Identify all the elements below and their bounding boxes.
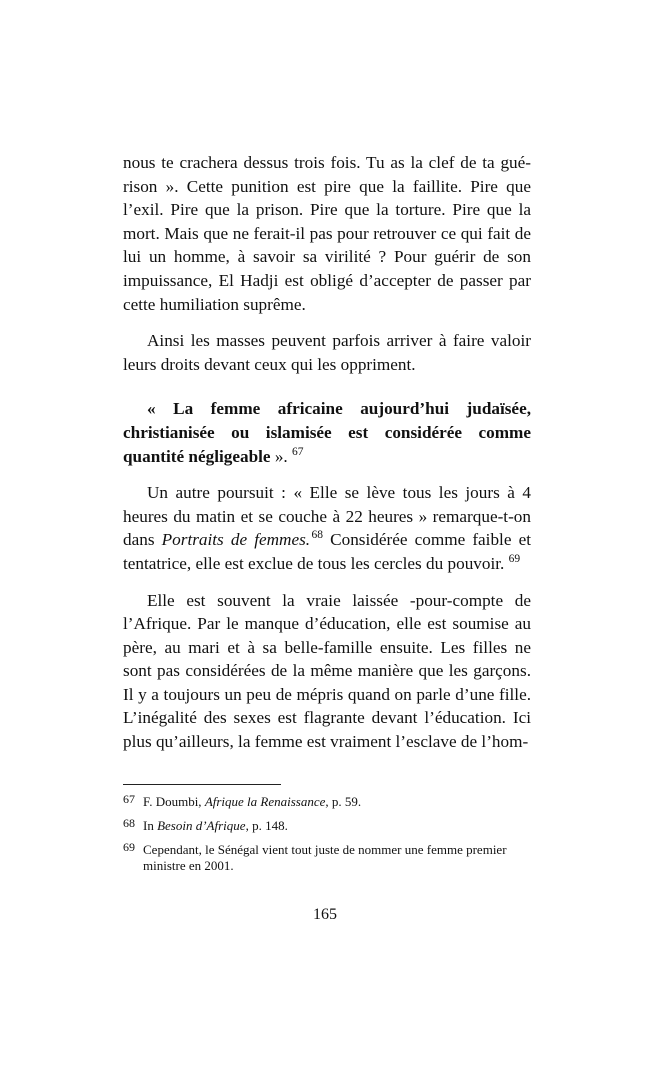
page-number: 165	[313, 906, 337, 923]
footnote-prefix: In	[143, 818, 158, 833]
book-title: Portraits de femmes.	[161, 530, 311, 550]
footnote-page: , p. 148.	[245, 818, 288, 833]
footnote-author: F. Doumbi,	[143, 794, 205, 809]
footnote-ref-68: 68	[311, 529, 324, 542]
paragraph-1: nous te crachera dessus trois fois. Tu as la clef de ta gué-rison ». Cette punition est pire que la faillite. Pire que l’exil. Pire que la prison. Pire que la torture. Pire que la mort. Mais que ne ferait-il pas pour retrouver ce qui fait de lui un homme, à savoir sa virilité ? Pour guérir de son impuissance, El Hadji est obligé d’accepter de passer par cette humiliation suprême.	[123, 153, 531, 314]
footnote-number: 68	[123, 816, 135, 830]
footnote-page: , p. 59.	[325, 794, 362, 809]
footnote-title: Afrique la Renaissance	[204, 794, 326, 809]
footnote-text	[143, 818, 531, 834]
footnote-text: Cependant, le Sénégal vient tout juste de nommer une femme premier ministre en 2001.	[143, 842, 507, 873]
footnote-number: 69	[123, 840, 135, 854]
footnote-text	[143, 794, 531, 810]
paragraph-4-part1: Un autre poursuit : « Elle se lève tous les jours à 4 heures du matin et se couche à 22 heures » remarque-t-on dans	[123, 483, 531, 550]
footnote-69	[123, 842, 531, 874]
quote-closing: ».	[270, 446, 293, 466]
footnote-ref-67: 67	[292, 445, 304, 458]
paragraph-4-part2: Considérée comme faible et tentatrice, elle est exclue de tous les cercles du pouvoir.	[123, 530, 531, 573]
footnotes	[123, 794, 531, 882]
footnote-separator	[123, 784, 281, 785]
footnote-67	[123, 794, 531, 810]
paragraph-4	[123, 481, 531, 575]
footnote-68	[123, 818, 531, 834]
quote-paragraph	[123, 397, 531, 468]
paragraph-2: Ainsi les masses peuvent parfois arriver à faire valoir leurs droits devant ceux qui les oppriment.	[123, 331, 531, 374]
main-text	[123, 151, 531, 754]
quote-bold-text: « La femme africaine aujourd’hui judaïsée, christianisée ou islamisée est considérée comme quantité négligeable	[123, 399, 531, 466]
paragraph-5: Elle est souvent la vraie laissée -pour-compte de l’Afrique. Par le manque d’éducation, elle est soumise au père, au mari et à sa belle-famille ensuite. Les filles ne sont pas considérées de la même manière que les garçons. Il y a toujours un peu de mépris quand on parle d’une fille. L’inégalité des sexes est flagrante devant l’éducation. Ici plus qu’ailleurs, la femme est vraiment l’esclave de l’hom-	[123, 590, 531, 752]
footnote-title: Besoin d’Afrique	[157, 818, 246, 833]
footnote-number: 67	[123, 792, 135, 806]
footnote-ref-69: 69	[508, 552, 521, 565]
